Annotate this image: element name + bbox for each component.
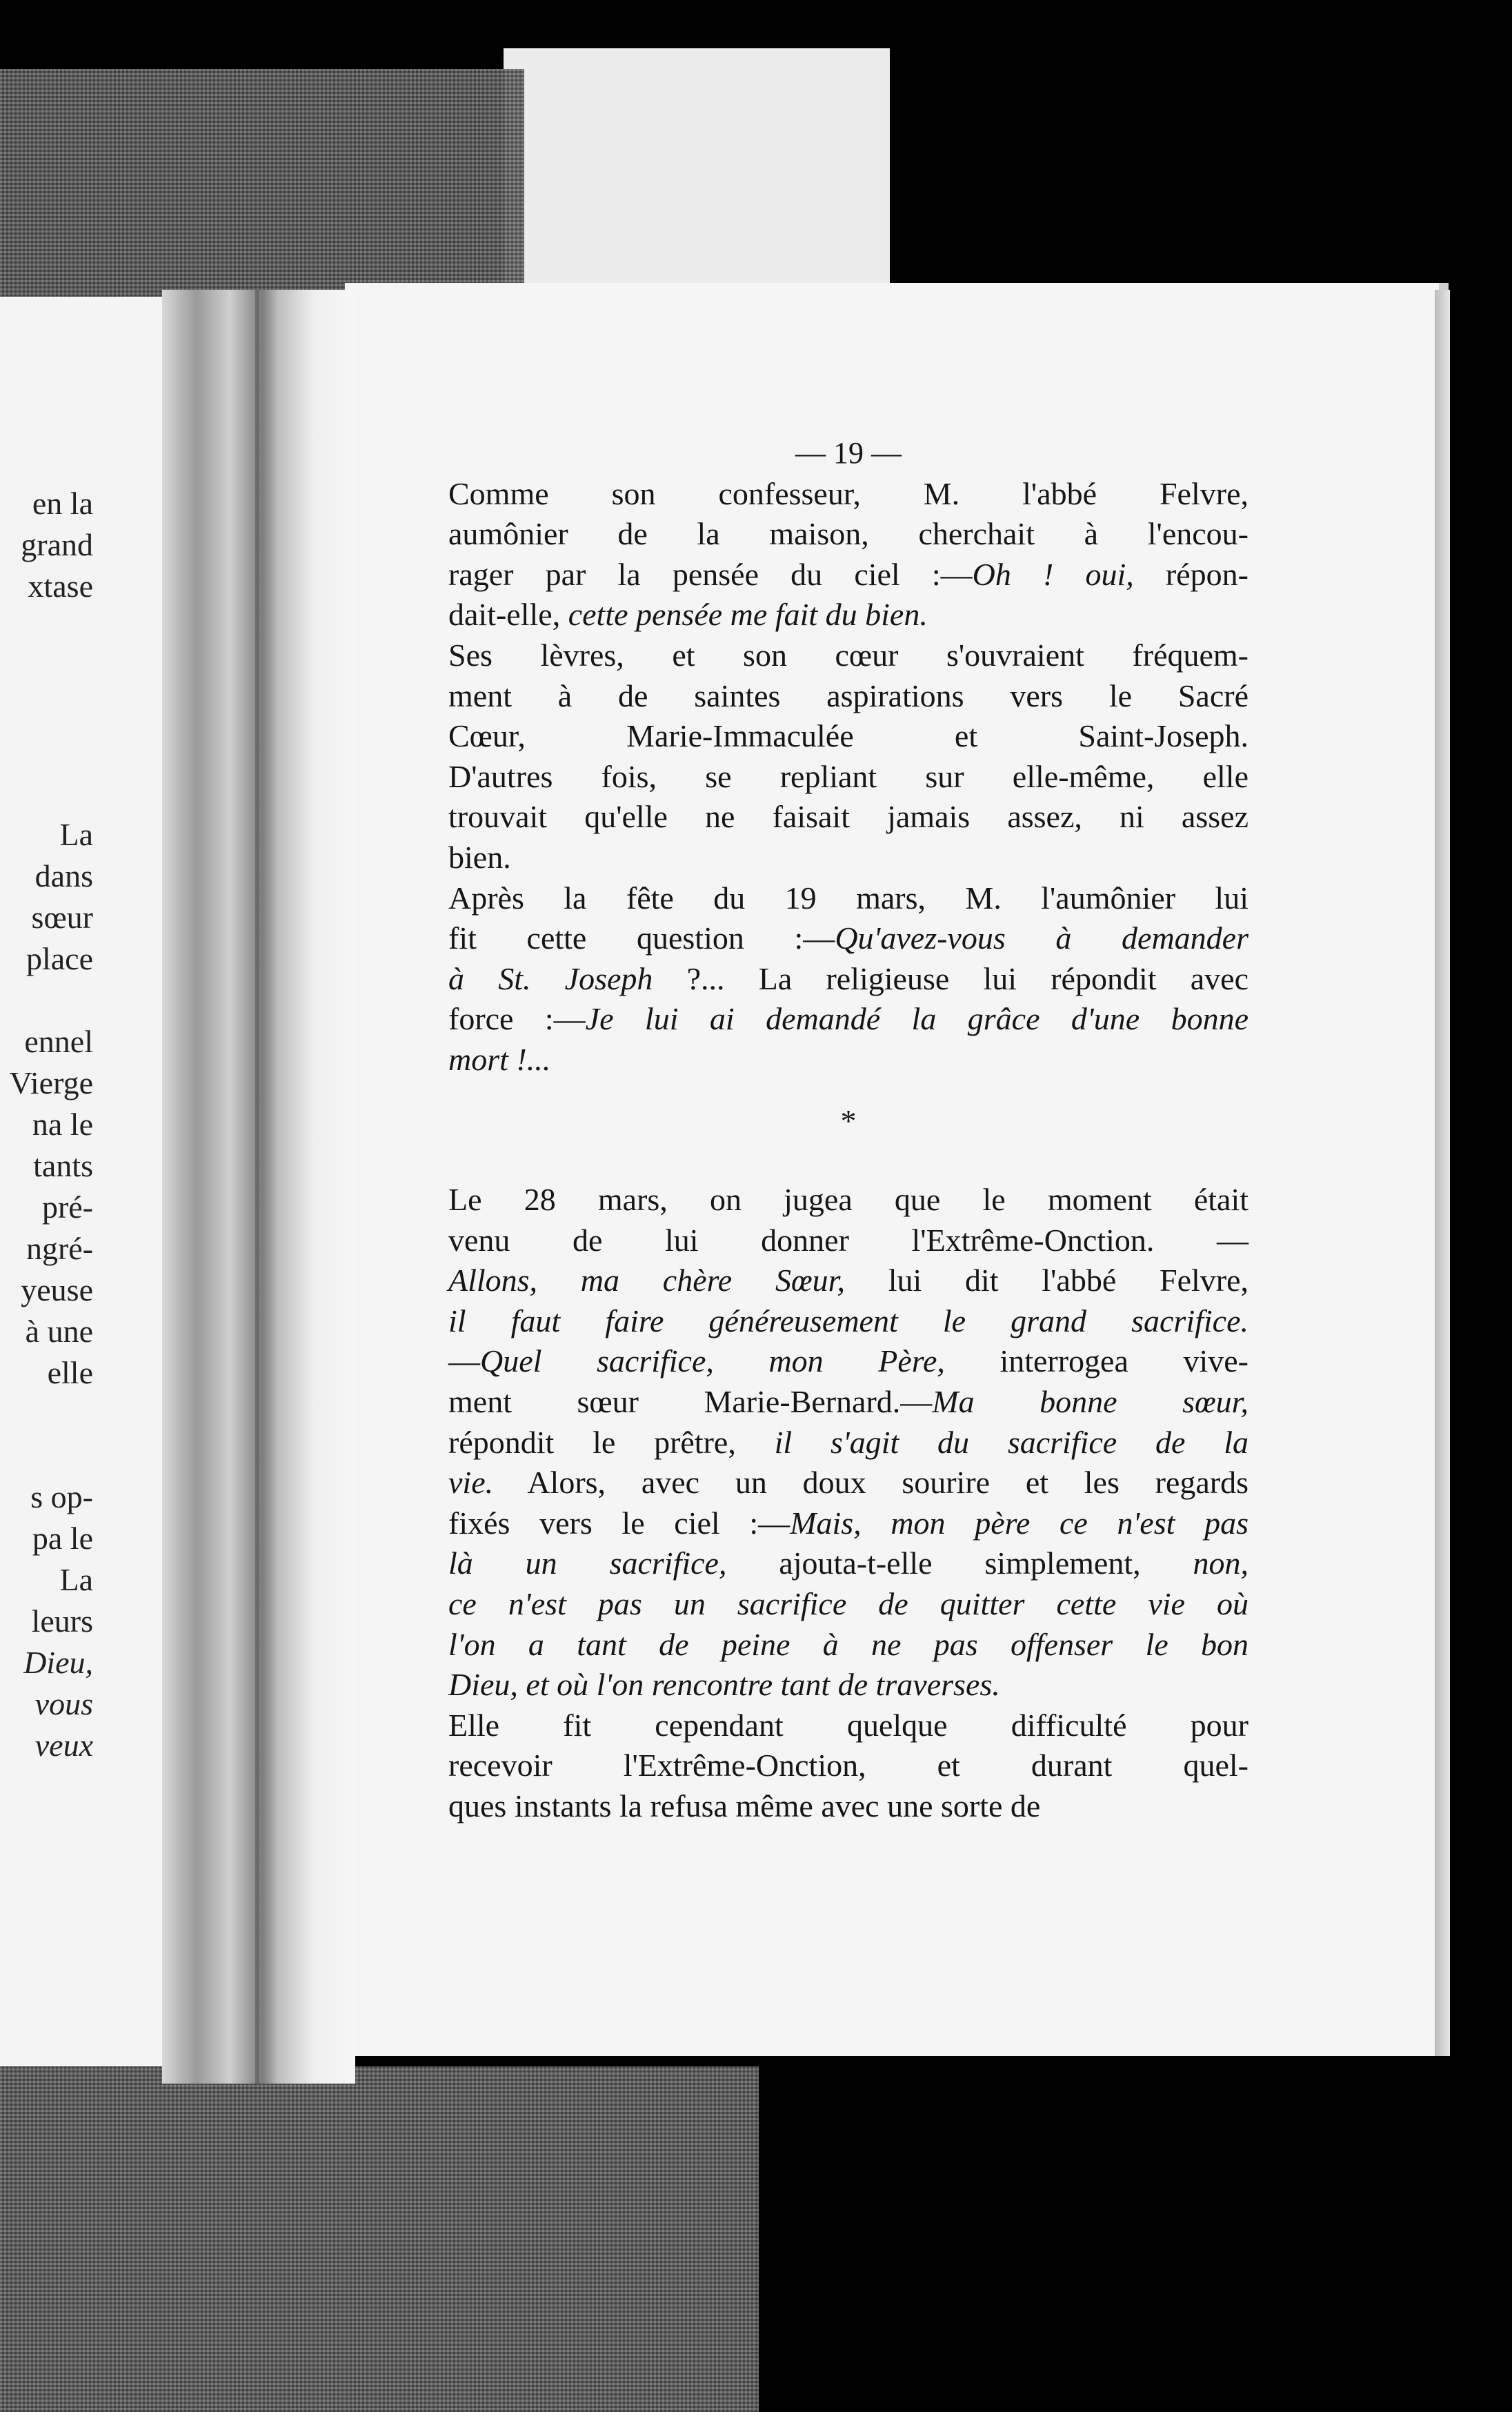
text-run: Alors, avec un doux sourire et les regards (493, 1465, 1249, 1501)
text-run: Après la fête du 19 mars, M. l'aumônier lui (448, 880, 1249, 916)
paragraph (448, 878, 1249, 1080)
text-run: Cœur, Marie-Immaculée et Saint-Joseph. (448, 718, 1249, 754)
page-text (448, 433, 1249, 1827)
text-run: ajouta-t-elle simplement, (726, 1545, 1193, 1581)
italic-text: Qu'avez-vous à demander (835, 920, 1249, 956)
paragraph (448, 1180, 1249, 1706)
italic-text: il s'agit du sacrifice de la (774, 1424, 1249, 1460)
left-page-fragment: dans (34, 858, 93, 893)
left-page-fragment: place (26, 941, 93, 976)
text-line (448, 514, 1249, 555)
italic-text: Quel sacrifice, mon Père, (480, 1343, 945, 1379)
paragraph (448, 635, 1249, 878)
left-page-fragment: à une (25, 1314, 93, 1349)
italic-text: Mais, mon père ce n'est pas (790, 1505, 1249, 1541)
text-line (448, 999, 1249, 1040)
text-line (448, 1261, 1249, 1301)
text-run: Comme son confesseur, M. l'abbé Felvre, (448, 475, 1249, 511)
text-line (448, 1503, 1249, 1544)
text-line (448, 1543, 1249, 1584)
italic-text: mort !... (448, 1041, 551, 1077)
page-number: — 19 — (795, 436, 902, 470)
text-line (448, 1706, 1249, 1746)
section-separator: * (840, 1103, 857, 1138)
text-line (448, 878, 1249, 919)
left-page-fragment: sœur (31, 900, 93, 935)
left-page-fragment: La (59, 817, 93, 852)
binding-cloth-bottom (0, 2066, 759, 2412)
text-run: ?... La religieuse lui répondit avec (653, 960, 1249, 996)
text-line (448, 1746, 1249, 1786)
text-line (448, 716, 1249, 757)
left-page-fragment: pré- (41, 1189, 93, 1225)
text-line (448, 1625, 1249, 1665)
text-run: aumônier de la maison, cherchait à l'encou- (448, 516, 1249, 552)
text-run: fit cette question :— (448, 920, 835, 956)
text-run: Elle fit cependant quelque difficulté pour (448, 1707, 1249, 1743)
text-line (448, 1665, 1249, 1706)
italic-text: Dieu, et où l'on rencontre tant de traverses. (448, 1667, 1000, 1703)
italic-text: Ma bonne sœur, (932, 1384, 1249, 1420)
binding-cloth-top (0, 69, 524, 297)
text-run: force :— (448, 1001, 586, 1037)
text-run: rager par la pensée du ciel :— (448, 556, 973, 592)
left-page-fragment: en la (32, 486, 93, 521)
text-run: — (448, 1343, 480, 1379)
italic-text: Allons, ma chère Sœur, (448, 1263, 845, 1298)
text-run: ment à de saintes aspirations vers le Sacré (448, 678, 1249, 713)
left-page-fragment: s op- (30, 1479, 93, 1514)
left-page-fragment: leurs (31, 1603, 93, 1639)
text-run: bien. (448, 839, 511, 875)
italic-text: là un sacrifice, (448, 1545, 727, 1581)
text-line (448, 1423, 1249, 1463)
left-page-fragment: pa le (32, 1521, 93, 1556)
text-line (448, 1220, 1249, 1261)
left-page-fragment: Vierge (9, 1065, 93, 1100)
paragraph (448, 474, 1249, 635)
italic-text: ce n'est pas un sacrifice de quitter cette vie où (448, 1586, 1249, 1622)
text-line (448, 918, 1249, 959)
text-run: Ses lèvres, et son cœur s'ouvraient fréquem- (448, 637, 1249, 673)
text-run: fixés vers le ciel :— (448, 1505, 790, 1541)
text-run: répon- (1133, 556, 1249, 592)
left-page-fragment: yeuse (21, 1272, 93, 1307)
text-run: ques instants la refusa même avec une sorte de (448, 1788, 1041, 1823)
text-line (448, 676, 1249, 717)
text-line (448, 1180, 1249, 1220)
italic-text: non, (1193, 1545, 1249, 1581)
gutter-fold (255, 290, 259, 2084)
text-line (448, 797, 1249, 838)
left-page-fragment: grand (21, 527, 93, 562)
italic-text: Oh ! oui, (972, 556, 1134, 592)
left-page-fragment: elle (47, 1355, 93, 1390)
text-line (448, 1463, 1249, 1503)
italic-text: cette pensée me fait du bien. (568, 597, 928, 633)
paragraphs (448, 474, 1249, 1827)
left-page-fragment: La (59, 1562, 93, 1597)
text-run: venu de lui donner l'Extrême-Onction. — (448, 1222, 1249, 1258)
text-run: répondit le prêtre, (448, 1424, 775, 1460)
text-run: recevoir l'Extrême-Onction, et durant quel- (448, 1748, 1249, 1783)
left-page-fragment: ngré- (26, 1231, 93, 1266)
text-line (448, 555, 1249, 595)
left-page (0, 297, 162, 2066)
text-line (448, 1786, 1249, 1827)
left-page-fragment: tants (33, 1148, 93, 1183)
left-page-fragment: Dieu, (23, 1645, 93, 1680)
text-line (448, 757, 1249, 798)
left-page-fragment: xtase (28, 569, 93, 604)
left-page-fragment: na le (32, 1107, 93, 1142)
left-page-fragment: vous (34, 1686, 93, 1721)
italic-text: l'on a tant de peine à ne pas offenser le bon (448, 1626, 1249, 1662)
text-run: trouvait qu'elle ne faisait jamais assez, ni assez (448, 799, 1249, 835)
italic-text: à St. Joseph (448, 960, 653, 996)
text-run: lui dit l'abbé Felvre, (844, 1263, 1249, 1298)
text-line (448, 474, 1249, 515)
text-run: D'autres fois, se repliant sur elle-même, elle (448, 758, 1249, 794)
italic-text: vie. (448, 1465, 494, 1501)
text-line (448, 838, 1249, 878)
italic-text: il faut faire généreusement le grand sacrifice. (448, 1303, 1249, 1338)
page-edge (1435, 290, 1450, 2056)
left-page-fragment: veux (34, 1728, 93, 1763)
text-line (448, 1382, 1249, 1423)
text-run: ment sœur Marie-Bernard.— (448, 1384, 933, 1420)
italic-text: Je lui ai demandé la grâce d'une bonne (585, 1001, 1249, 1037)
text-run: dait-elle, (448, 597, 568, 633)
text-line (448, 595, 1249, 635)
text-line (448, 959, 1249, 1000)
left-page-fragment: ennel (24, 1024, 93, 1059)
white-paper-slip (504, 48, 890, 297)
text-run: interrogea vive- (944, 1343, 1249, 1379)
text-line (448, 1040, 1249, 1080)
paragraph (448, 1706, 1249, 1827)
text-line (448, 635, 1249, 676)
text-line (448, 1584, 1249, 1625)
text-line (448, 1301, 1249, 1342)
text-run: Le 28 mars, on jugea que le moment était (448, 1182, 1249, 1218)
text-line (448, 1341, 1249, 1382)
